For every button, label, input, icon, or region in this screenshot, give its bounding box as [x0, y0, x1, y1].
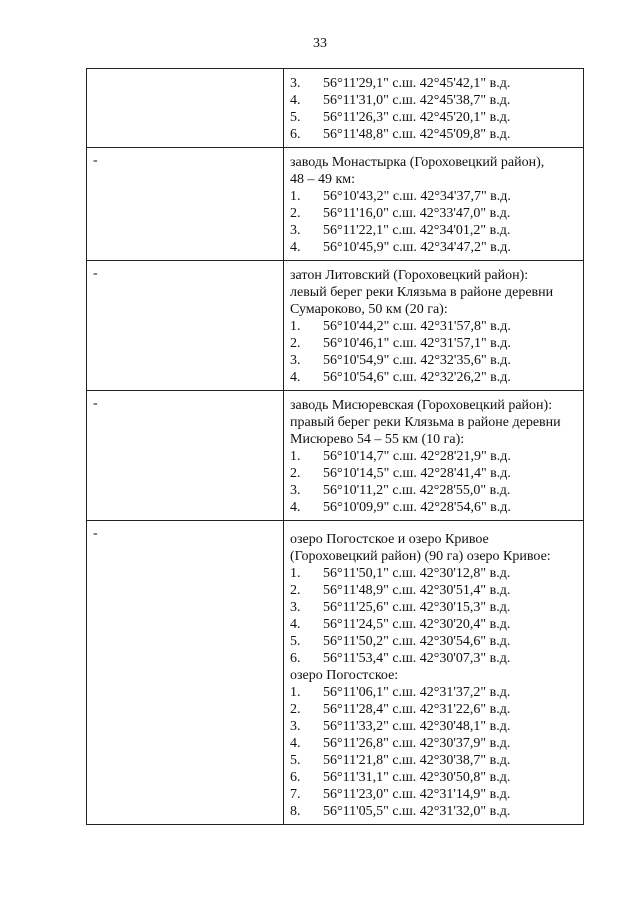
point-number: 1.: [290, 685, 301, 700]
water-body-heading: Сумароково, 50 км (20 га):: [290, 302, 448, 317]
point-number: 8.: [290, 804, 301, 819]
point-coordinates: 56°10'11,2" с.ш. 42°28'55,0" в.д.: [323, 483, 511, 498]
water-body-heading: правый берег реки Клязьма в районе деревни: [290, 415, 561, 430]
water-body-heading: заводь Монастырка (Гороховецкий район),: [290, 155, 545, 170]
point-coordinates: 56°11'28,4" с.ш. 42°31'22,6" в.д.: [323, 702, 511, 717]
point-number: 1.: [290, 189, 301, 204]
point-coordinates: 56°11'21,8" с.ш. 42°30'38,7" в.д.: [323, 753, 511, 768]
point-number: 3.: [290, 223, 301, 238]
point-coordinates: 56°11'26,3" с.ш. 42°45'20,1" в.д.: [323, 110, 511, 125]
coordinate-line: [290, 684, 583, 701]
point-number: 3.: [290, 76, 301, 91]
coordinate-line: [290, 482, 583, 499]
marker-cell: [87, 69, 284, 148]
coordinate-line: [290, 735, 583, 752]
water-body-heading: 48 – 49 км:: [290, 172, 356, 187]
point-coordinates: 56°10'44,2" с.ш. 42°31'57,8" в.д.: [323, 319, 511, 334]
point-coordinates: 56°11'50,2" с.ш. 42°30'54,6" в.д.: [323, 634, 511, 649]
point-coordinates: 56°10'54,9" с.ш. 42°32'35,6" в.д.: [323, 353, 511, 368]
point-number: 5.: [290, 753, 301, 768]
point-coordinates: 56°11'53,4" с.ш. 42°30'07,3" в.д.: [323, 651, 511, 666]
point-coordinates: 56°10'46,1" с.ш. 42°31'57,1" в.д.: [323, 336, 511, 351]
coordinate-line: [290, 701, 583, 718]
marker-cell: [87, 148, 284, 261]
description-cell: [284, 261, 584, 391]
coordinate-line: [290, 109, 583, 126]
point-number: 6.: [290, 651, 301, 666]
coordinate-line: [290, 616, 583, 633]
point-coordinates: 56°10'14,5" с.ш. 42°28'41,4" в.д.: [323, 466, 511, 481]
point-coordinates: 56°11'29,1" с.ш. 42°45'42,1" в.д.: [323, 76, 511, 91]
coordinate-line: [290, 718, 583, 735]
marker-cell: [87, 521, 284, 825]
coordinate-line: [290, 448, 583, 465]
point-coordinates: 56°10'14,7" с.ш. 42°28'21,9" в.д.: [323, 449, 511, 464]
coordinate-line: [290, 769, 583, 786]
point-number: 6.: [290, 770, 301, 785]
coordinate-line: [290, 582, 583, 599]
table-row: [87, 521, 584, 825]
coordinate-line: [290, 188, 583, 205]
water-body-heading: озеро Погостское и озеро Кривое: [290, 532, 489, 547]
row-marker: [87, 69, 283, 73]
coordinate-line: [290, 222, 583, 239]
point-number: 3.: [290, 600, 301, 615]
point-number: 2.: [290, 206, 301, 221]
point-coordinates: 56°10'54,6" с.ш. 42°32'26,2" в.д.: [323, 370, 511, 385]
point-coordinates: 56°11'26,8" с.ш. 42°30'37,9" в.д.: [323, 736, 511, 751]
coordinate-line: [290, 633, 583, 650]
row-marker: -: [93, 153, 98, 168]
water-body-heading: (Гороховецкий район) (90 га) озеро Кривое:: [290, 549, 551, 564]
point-number: 2.: [290, 583, 301, 598]
description-cell: [284, 521, 584, 825]
point-number: 1.: [290, 566, 301, 581]
coordinate-line: [290, 318, 583, 335]
point-number: 6.: [290, 127, 301, 142]
point-coordinates: 56°11'23,0" с.ш. 42°31'14,9" в.д.: [323, 787, 511, 802]
coordinate-line: [290, 92, 583, 109]
water-body-heading: Мисюрево 54 – 55 км (10 га):: [290, 432, 465, 447]
coordinate-line: [290, 239, 583, 256]
point-coordinates: 56°11'06,1" с.ш. 42°31'37,2" в.д.: [323, 685, 511, 700]
point-number: 4.: [290, 617, 301, 632]
point-number: 4.: [290, 500, 301, 515]
point-coordinates: 56°10'43,2" с.ш. 42°34'37,7" в.д.: [323, 189, 511, 204]
description-cell: [284, 391, 584, 521]
marker-cell: [87, 261, 284, 391]
coordinate-line: [290, 352, 583, 369]
point-coordinates: 56°11'48,8" с.ш. 42°45'09,8" в.д.: [323, 127, 511, 142]
coordinate-line: [290, 465, 583, 482]
coordinate-line: [290, 803, 583, 820]
coordinate-line: [290, 75, 583, 92]
table-row: [87, 261, 584, 391]
description-cell: [284, 148, 584, 261]
table-row: [87, 391, 584, 521]
coordinate-line: [290, 205, 583, 222]
point-coordinates: 56°11'48,9" с.ш. 42°30'51,4" в.д.: [323, 583, 511, 598]
row-marker: -: [93, 266, 98, 281]
point-number: 2.: [290, 702, 301, 717]
point-coordinates: 56°11'25,6" с.ш. 42°30'15,3" в.д.: [323, 600, 511, 615]
point-number: 2.: [290, 466, 301, 481]
coordinate-line: [290, 499, 583, 516]
coordinate-line: [290, 369, 583, 386]
table-row: [87, 148, 584, 261]
coordinate-line: [290, 565, 583, 582]
row-marker: -: [93, 396, 98, 411]
point-number: 1.: [290, 449, 301, 464]
point-number: 4.: [290, 370, 301, 385]
table-row: [87, 69, 584, 148]
point-number: 1.: [290, 319, 301, 334]
description-cell: [284, 69, 584, 148]
point-number: 5.: [290, 110, 301, 125]
point-number: 7.: [290, 787, 301, 802]
marker-cell: [87, 391, 284, 521]
point-coordinates: 56°11'31,1" с.ш. 42°30'50,8" в.д.: [323, 770, 511, 785]
water-body-heading: левый берег реки Клязьма в районе деревни: [290, 285, 554, 300]
row-marker: -: [93, 526, 98, 541]
point-coordinates: 56°11'16,0" с.ш. 42°33'47,0" в.д.: [323, 206, 511, 221]
coordinate-line: [290, 126, 583, 143]
point-number: 3.: [290, 719, 301, 734]
coordinate-line: [290, 786, 583, 803]
coordinate-line: [290, 752, 583, 769]
point-coordinates: 56°11'31,0" с.ш. 42°45'38,7" в.д.: [323, 93, 511, 108]
point-number: 3.: [290, 353, 301, 368]
point-coordinates: 56°11'22,1" с.ш. 42°34'01,2" в.д.: [323, 223, 511, 238]
point-number: 4.: [290, 240, 301, 255]
water-body-heading: затон Литовский (Гороховецкий район):: [290, 268, 529, 283]
page-number: 33: [313, 36, 327, 51]
point-coordinates: 56°11'50,1" с.ш. 42°30'12,8" в.д.: [323, 566, 511, 581]
coordinate-line: [290, 335, 583, 352]
point-number: 2.: [290, 336, 301, 351]
coordinates-table: [86, 68, 584, 825]
point-number: 4.: [290, 736, 301, 751]
point-coordinates: 56°11'24,5" с.ш. 42°30'20,4" в.д.: [323, 617, 511, 632]
point-coordinates: 56°11'05,5" с.ш. 42°31'32,0" в.д.: [323, 804, 511, 819]
water-body-heading: заводь Мисюревская (Гороховецкий район):: [290, 398, 553, 413]
point-number: 3.: [290, 483, 301, 498]
point-coordinates: 56°10'45,9" с.ш. 42°34'47,2" в.д.: [323, 240, 511, 255]
coordinate-line: [290, 650, 583, 667]
coordinate-line: [290, 599, 583, 616]
point-number: 4.: [290, 93, 301, 108]
point-coordinates: 56°10'09,9" с.ш. 42°28'54,6" в.д.: [323, 500, 511, 515]
water-body-subheading: озеро Погостское:: [290, 668, 399, 683]
point-coordinates: 56°11'33,2" с.ш. 42°30'48,1" в.д.: [323, 719, 511, 734]
point-number: 5.: [290, 634, 301, 649]
